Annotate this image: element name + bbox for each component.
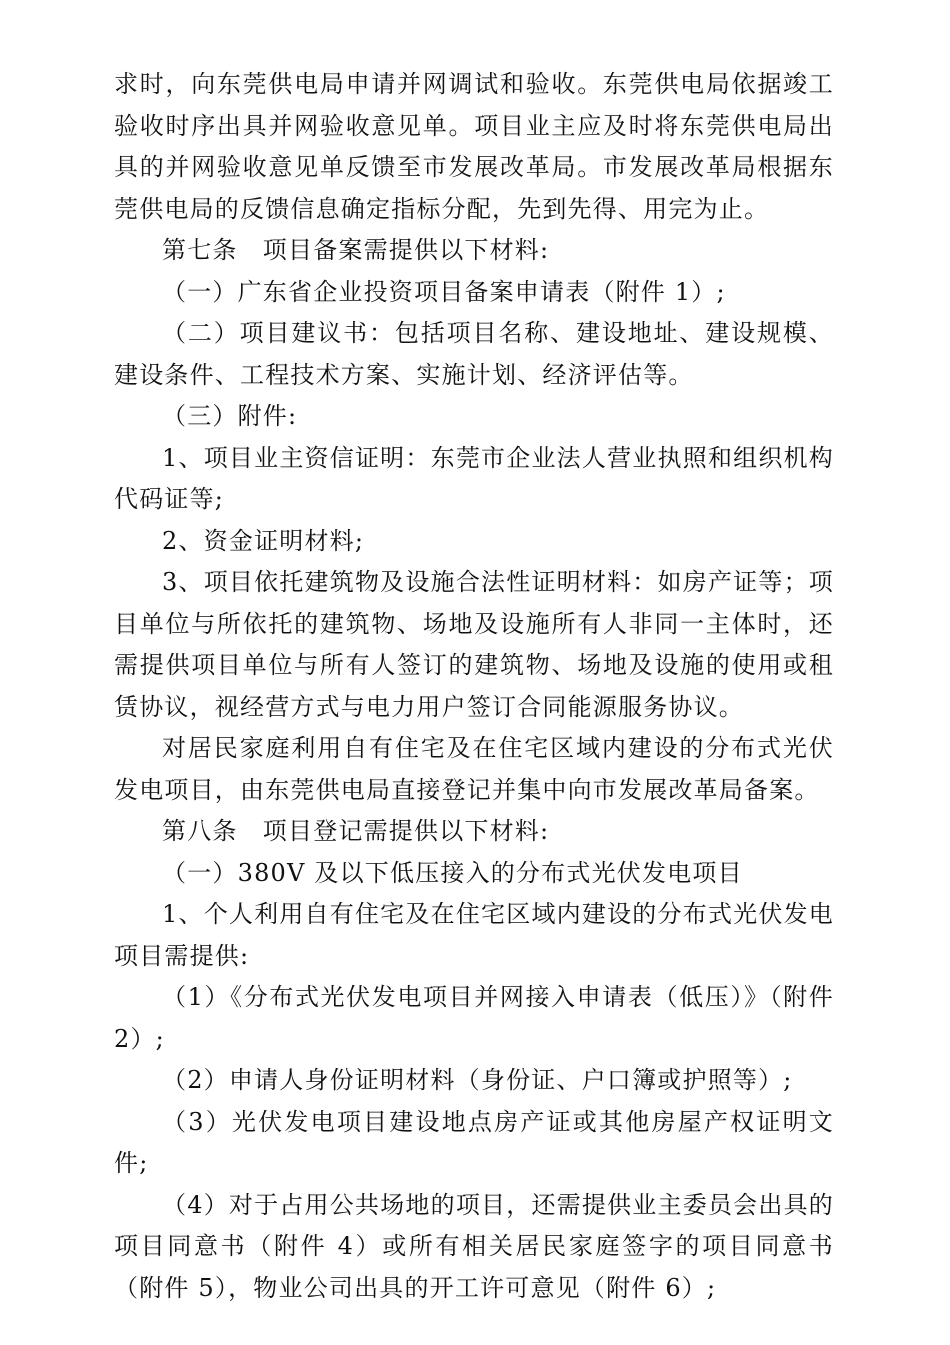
item-7-3: （三）附件: [162,402,298,430]
item-8-1: （一）380V 及以下低压接入的分布式光伏发电项目 [162,858,743,887]
article-8-heading: 第八条 项目登记需提供以下材料: [162,817,550,845]
document-body [114,64,834,1309]
item-8-1-1-d: （4）对于占用公共场地的项目，还需提供业主委员会出具的项目同意书（附件 4）或所有相关居民家庭签字的项目同意书（附件 5），物业公司出具的开工许可意见（附件 6）; [114,1190,834,1302]
item-7-3-1: 1、项目业主资信证明：东莞市企业法人营业执照和组织机构代码证等; [114,443,834,513]
item-7-3-3: 3、项目依托建筑物及设施合法性证明材料：如房产证等；项目单位与所依托的建筑物、场地及设施所有人非同一主体时，还需提供项目单位与所有人签订的建筑物、场地及设施的使用或租赁协议，视经营方式与电力用户签订合同能源服务协议。 [114,568,834,721]
item-7-3-2: 2、资金证明材料; [162,526,365,555]
item-8-1-1-b: （2）申请人身份证明材料（身份证、户口簿或护照等）; [162,1066,793,1094]
article-7-heading: 第七条 项目备案需提供以下材料: [162,236,550,264]
item-7-1: （一）广东省企业投资项目备案申请表（附件 1）; [162,277,726,306]
item-8-1-1-a: （1）《分布式光伏发电项目并网接入申请表（低压）》（附件 2）; [114,983,834,1053]
item-8-1-1: 1、个人利用自有住宅及在住宅区域内建设的分布式光伏发电项目需提供: [114,900,834,970]
paragraph-resident-projects: 对居民家庭利用自有住宅及在住宅区域内建设的分布式光伏发电项目，由东莞供电局直接登记并集中向市发展改革局备案。 [114,734,834,804]
item-7-2: （二）项目建议书：包括项目名称、建设地址、建设规模、建设条件、工程技术方案、实施计划、经济评估等。 [114,319,834,389]
paragraph-continuation: 求时，向东莞供电局申请并网调试和验收。东莞供电局依据竣工验收时序出具并网验收意见单。项目业主应及时将东莞供电局出具的并网验收意见单反馈至市发展改革局。市发展改革局根据东莞供电局的反馈信息确定指标分配，先到先得、用完为止。 [114,70,834,223]
item-8-1-1-c: （3）光伏发电项目建设地点房产证或其他房屋产权证明文件; [114,1107,834,1177]
